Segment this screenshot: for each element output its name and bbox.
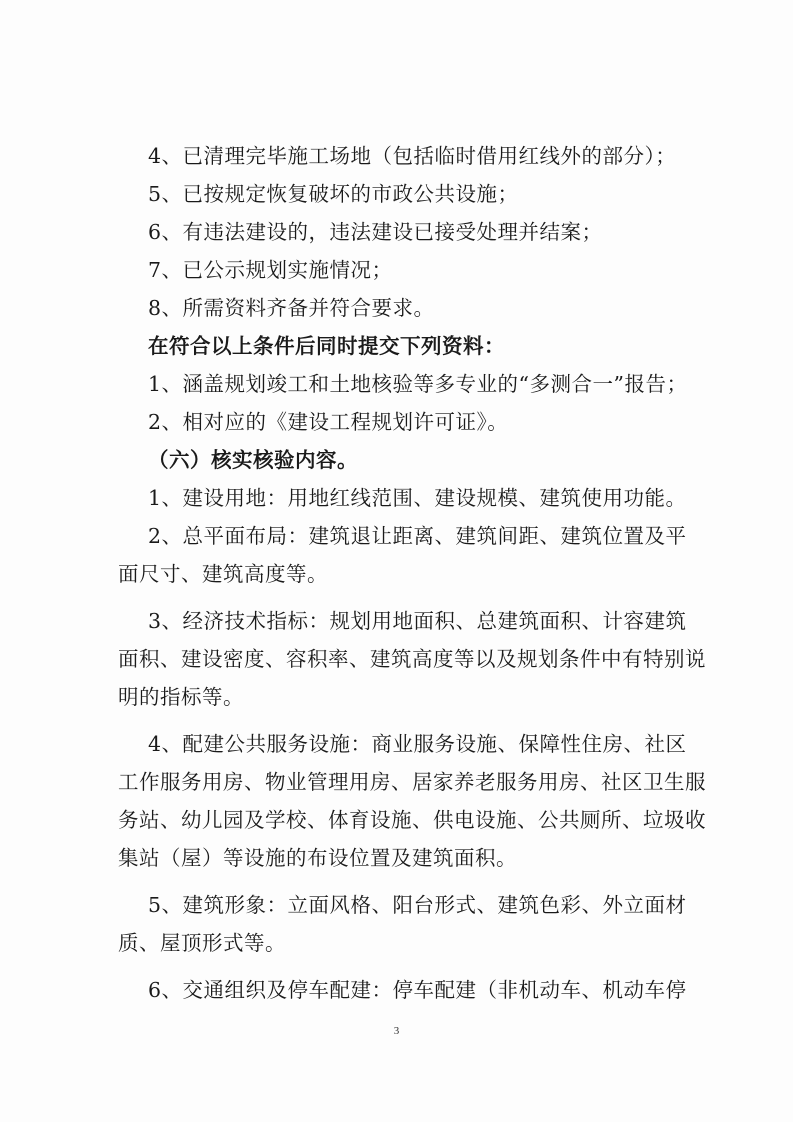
section-heading: （六）核实核验内容。 (148, 448, 358, 472)
verify-item-5-line-1: 5、建筑形象：立面风格、阳台形式、建筑色彩、外立面材 (148, 893, 687, 917)
verify-item-3-line-3: 明的指标等。 (118, 685, 244, 709)
submit-heading: 在符合以上条件后同时提交下列资料： (148, 334, 505, 358)
verify-item-4-line-1: 4、配建公共服务设施：商业服务设施、保障性住房、社区 (148, 732, 687, 756)
condition-item-8: 8、所需资料齐备并符合要求。 (148, 296, 435, 320)
verify-item-2-line-2: 面尺寸、建筑高度等。 (118, 562, 328, 586)
submit-item-2: 2、相对应的《建设工程规划许可证》。 (148, 410, 509, 434)
verify-item-1: 1、建设用地：用地红线范围、建设规模、建筑使用功能。 (148, 486, 687, 510)
verify-item-6-line-1: 6、交通组织及停车配建：停车配建（非机动车、机动车停 (148, 978, 687, 1002)
page-number: 3 (393, 1025, 400, 1037)
condition-item-5: 5、已按规定恢复破坏的市政公共设施； (148, 182, 519, 206)
verify-item-3-line-1: 3、经济技术指标：规划用地面积、总建筑面积、计容建筑 (148, 609, 687, 633)
document-body (118, 137, 706, 1009)
condition-item-7: 7、已公示规划实施情况； (148, 258, 393, 282)
verify-item-5-line-2: 质、屋顶形式等。 (118, 931, 286, 955)
verify-item-4-line-4: 集站（屋）等设施的布设位置及建筑面积。 (118, 846, 517, 870)
condition-item-4: 4、已清理完毕施工场地（包括临时借用红线外的部分）； (148, 144, 677, 168)
verify-item-4-line-3: 务站、幼儿园及学校、体育设施、供电设施、公共厕所、垃圾收 (118, 808, 706, 832)
verify-item-4-line-2: 工作服务用房、物业管理用房、居家养老服务用房、社区卫生服 (118, 770, 706, 794)
verify-item-3-line-2: 面积、建设密度、容积率、建筑高度等以及规划条件中有特别说 (118, 647, 706, 671)
condition-item-6: 6、有违法建设的，违法建设已接受处理并结案； (148, 220, 603, 244)
verify-item-2-line-1: 2、总平面布局：建筑退让距离、建筑间距、建筑位置及平 (148, 524, 687, 548)
submit-item-1: 1、涵盖规划竣工和土地核验等多专业的“多测合一”报告； (148, 372, 688, 396)
